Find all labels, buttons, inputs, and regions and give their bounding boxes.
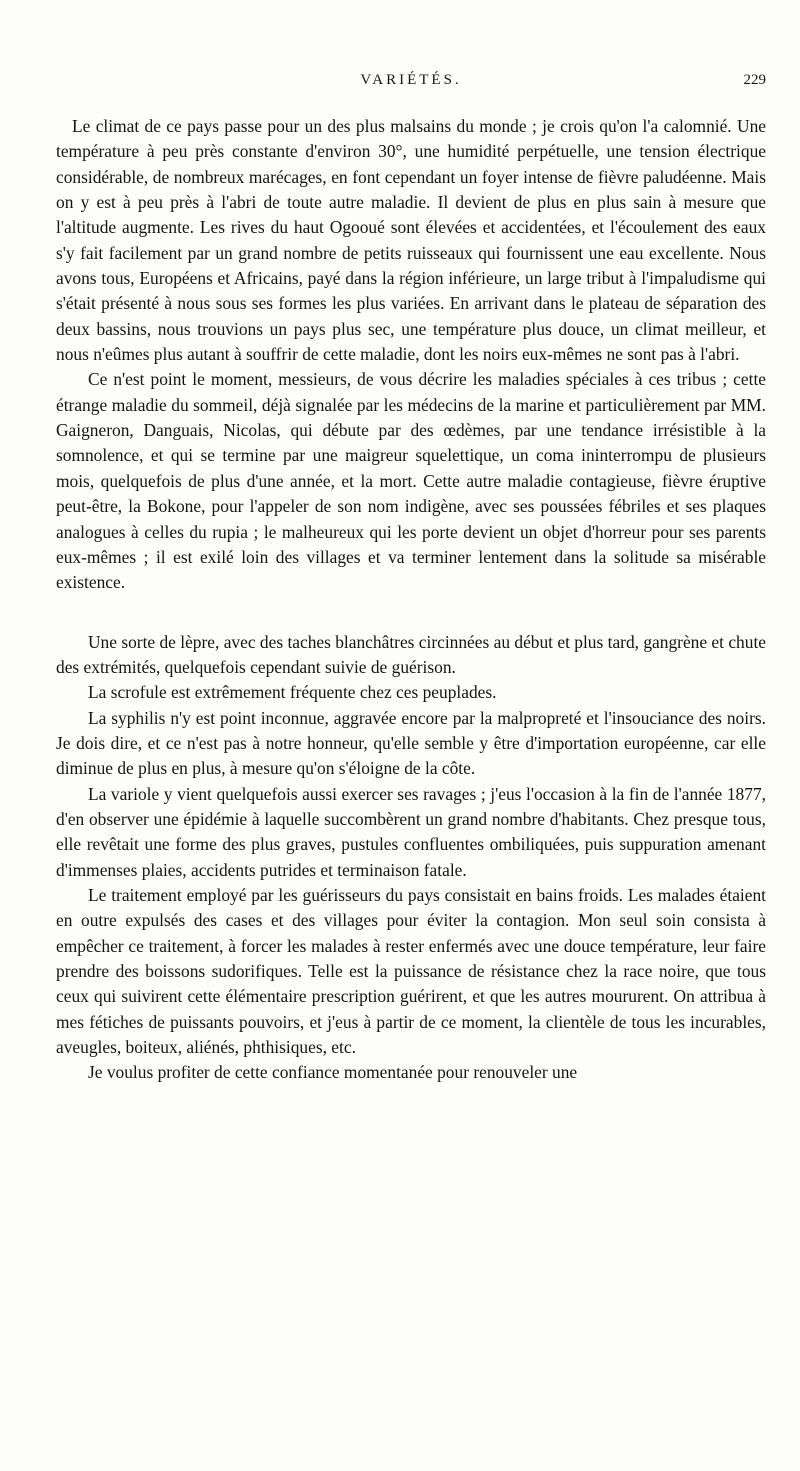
section-gap [56, 596, 766, 630]
paragraph-climate: Le climat de ce pays passe pour un des plus malsains du monde ; je crois qu'on l'a calomnié. Une température à peu près constante d'environ 30°, une humidité perpétuelle, une tension électrique considérable, de nombreux marécages, en font cependant un foyer intense de fièvre paludéenne. Mais on y est à peu près à l'abri de toute autre maladie. Il devient de plus en plus sain à mesure que l'altitude augmente. Les rives du haut Ogooué sont élevées et accidentées, et l'écoulement des eaux s'y fait facilement par un grand nombre de petits ruisseaux qui fournissent une eau excellente. Nous avons tous, Européens et Africains, payé dans la région inférieure, un large tribut à l'impaludisme qui s'était présenté à nous sous ses formes les plus variées. En arrivant dans le plateau de séparation des deux bassins, nous trouvions un pays plus sec, une température plus douce, un climat meilleur, et nous n'eûmes plus autant à souffrir de cette maladie, dont les noirs eux-mêmes ne sont pas à l'abri. [56, 116, 766, 365]
paragraph-continuation: Je voulus profiter de cette confiance momentanée pour renouveler une [88, 1062, 578, 1083]
paragraph-scrofula: La scrofule est extrêmement fréquente chez ces peuplades. [88, 682, 497, 703]
running-head [56, 72, 766, 96]
paragraph-special-diseases: Ce n'est point le moment, messieurs, de vous décrire les maladies spéciales à ces tribus ; cette étrange maladie du sommeil, déjà signalée par les médecins de la marine et particulièrement par MM. Gaigneron, Danguais, Nicolas, qui débute par des œdèmes, par une tendance irrésistible à la somnolence, et qui se termine par une maigreur squelettique, un coma ininterrompu de plusieurs mois, quelquefois de plus d'une année, et la mort. Cette autre maladie contagieuse, fièvre éruptive peut-être, la Bokone, pour l'appeler de son nom indigène, avec ses poussées fébriles et ses plaques analogues à celles du rupia ; le malheureux qui les porte devient un objet d'horreur pour ses parents eux-mêmes ; il est exilé loin des villages et va terminer lentement dans la solitude sa misérable existence. [56, 369, 766, 593]
running-title: VARIÉTÉS. [360, 72, 462, 88]
paragraph-leprosy: Une sorte de lèpre, avec des taches blanchâtres circinnées au début et plus tard, gangrène et chute des extrémités, quelquefois cependant suivie de guérison. [56, 631, 766, 677]
body-text [56, 114, 766, 1086]
paragraph-smallpox: La variole y vient quelquefois aussi exercer ses ravages ; j'eus l'occasion à la fin de l'année 1877, d'en observer une épidémie à laquelle succombèrent un grand nombre d'habitants. Chez presque tous, elle revêtait une forme des plus graves, pustules confluentes ombiliquées, puis suppuration amenant d'immenses plaies, accidents putrides et terminaison fatale. [56, 783, 766, 880]
paragraph-treatment: Le traitement employé par les guérisseurs du pays consistait en bains froids. Les malades étaient en outre expulsés des cases et des villages pour éviter la contagion. Mon seul soin consista à empêcher ce traitement, à forcer les malades à rester enfermés avec une douce température, leur faire prendre des boissons sudorifiques. Telle est la puissance de résistance chez la race noire, que tous ceux qui suivirent cette élémentaire prescription guérirent, et que les autres moururent. On attribua à mes fétiches de puissants pouvoirs, et j'eus à partir de ce moment, la clientèle de tous les incurables, aveugles, boiteux, aliénés, phthisiques, etc. [56, 884, 766, 1058]
paragraph-syphilis: La syphilis n'y est point inconnue, aggravée encore par la malpropreté et l'insouciance des noirs. Je dois dire, et ce n'est pas à notre honneur, qu'elle semble y être d'importation européenne, car elle diminue de plus en plus, à mesure qu'on s'éloigne de la côte. [56, 707, 766, 779]
page-number: 229 [743, 72, 766, 88]
